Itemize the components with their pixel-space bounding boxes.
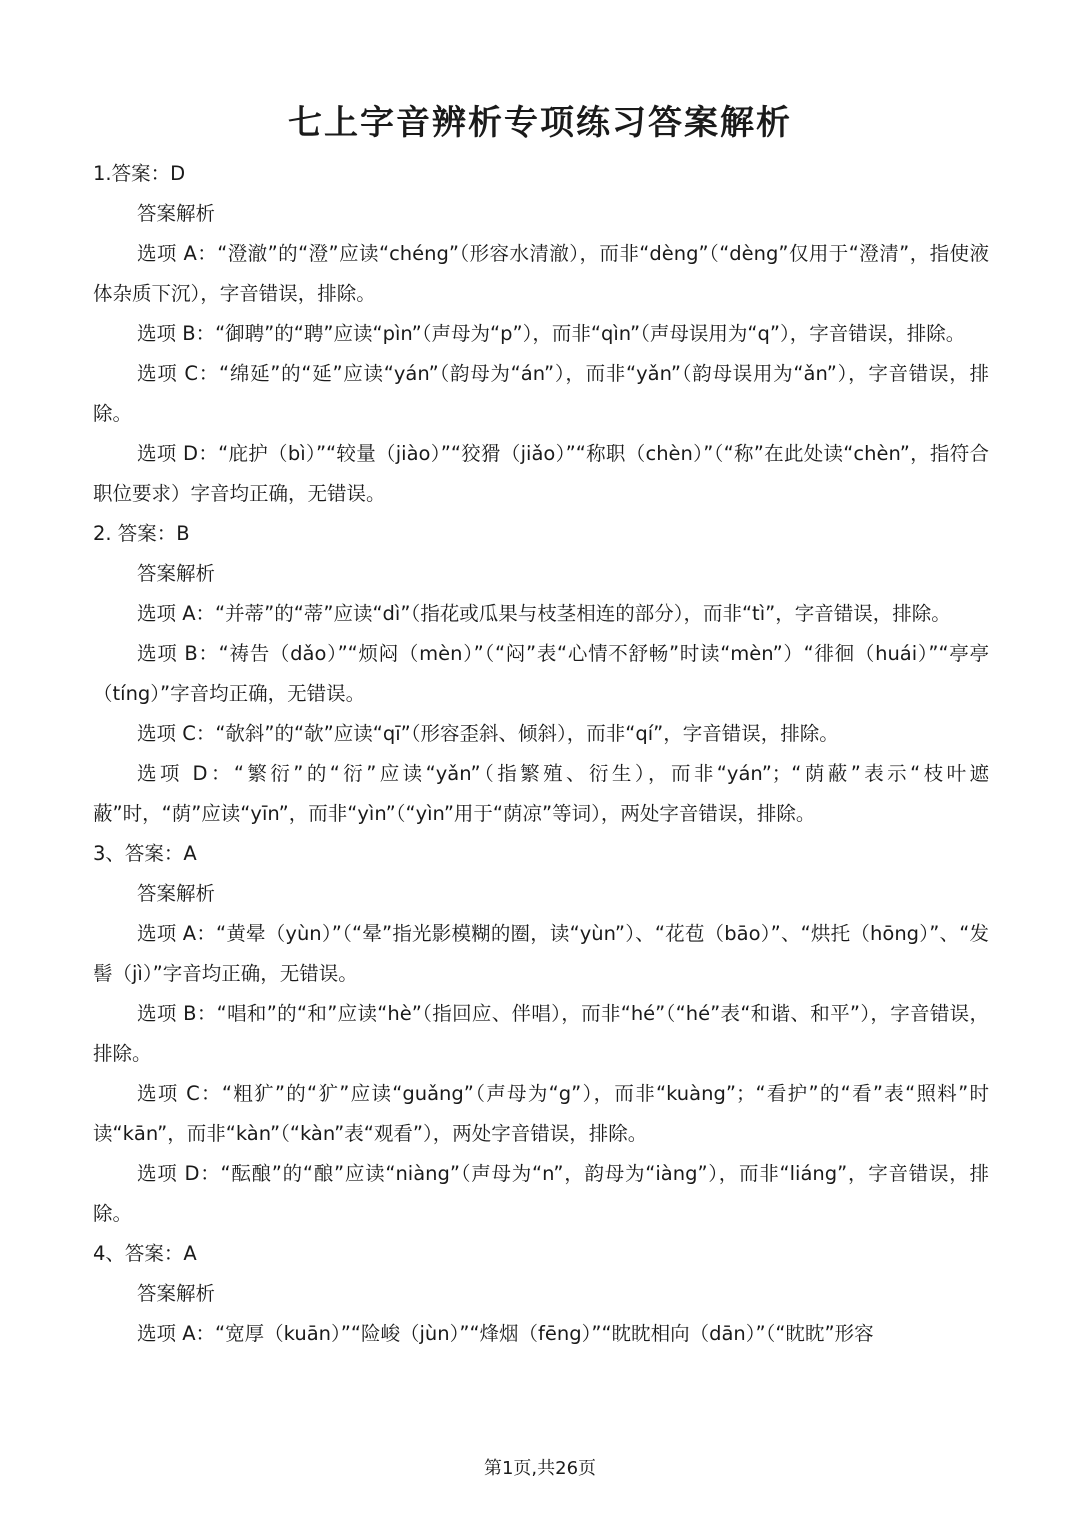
page-number: 第1页,共26页: [483, 1458, 597, 1479]
option-3c: 选项 C：“粗犷”的“犷”应读“guǎng”（声母为“g”），而非“kuàng”；“看护”的“看”表“照料”时读“kān”，而非“kàn”（“kàn”表“观看”），两处字音错误，排除。: [93, 1082, 989, 1145]
option-2d: 选项 D：“繁衍”的“衍”应读“yǎn”（指繁殖、衍生），而非“yán”；“荫蔽”表示“枝叶遮蔽”时，“荫”应读“yīn”，而非“yìn”（“yìn”用于“荫凉”等词），两处字音错误，排除。: [93, 762, 989, 825]
analysis-heading-4: 答案解析: [137, 1282, 216, 1305]
option-1d: 选项 D：“庇护（bì）”“较量（jiào）”“狡猾（jiǎo）”“称职（chèn）”（“称”在此处读“chèn”，指符合职位要求）字音均正确，无错误。: [93, 442, 989, 505]
option-2a: 选项 A：“并蒂”的“蒂”应读“dì”（指花或瓜果与枝茎相连的部分），而非“tì”，字音错误，排除。: [137, 602, 951, 625]
option-3a: 选项 A：“黄晕（yùn）”（“晕”指光影模糊的圈，读“yùn”）、“花苞（bāo）”、“烘托（hōng）”、“发髻（jì）”字音均正确，无错误。: [93, 922, 989, 985]
option-2c: 选项 C：“欹斜”的“欹”应读“qī”（形容歪斜、倾斜），而非“qí”，字音错误，排除。: [137, 722, 839, 745]
answer-line-4: 4、答案：A: [93, 1242, 197, 1265]
option-3b: 选项 B：“唱和”的“和”应读“hè”（指回应、伴唱），而非“hé”（“hé”表“和谐、和平”），字音错误，排除。: [93, 1002, 989, 1065]
page-title: 七上字音辨析专项练习答案解析: [288, 103, 792, 143]
answer-line-3: 3、答案：A: [93, 842, 197, 865]
answer-line-1: 1.答案：D: [93, 162, 186, 185]
option-2b: 选项 B：“祷告（dǎo）”“烦闷（mèn）”（“闷”表“心情不舒畅”时读“mèn”）“徘徊（huái）”“亭亭（tíng）”字音均正确，无错误。: [93, 642, 989, 705]
option-1c: 选项 C：“绵延”的“延”应读“yán”（韵母为“án”），而非“yǎn”（韵母误用为“ǎn”），字音错误，排除。: [93, 362, 989, 425]
option-1a: 选项 A：“澄澈”的“澄”应读“chéng”（形容水清澈），而非“dèng”（“dèng”仅用于“澄清”，指使液体杂质下沉），字音错误，排除。: [93, 242, 989, 305]
option-3d: 选项 D：“酝酿”的“酿”应读“niàng”（声母为“n”，韵母为“iàng”），而非“liáng”，字音错误，排除。: [93, 1162, 989, 1225]
analysis-heading-2: 答案解析: [137, 562, 216, 585]
option-4a: 选项 A：“宽厚（kuān）”“险峻（jùn）”“烽烟（fēng）”“眈眈相向（dān）”（“眈眈”形容: [137, 1322, 874, 1345]
answer-line-2: 2. 答案：B: [93, 522, 190, 545]
answer-content: [93, 154, 989, 1354]
analysis-heading-3: 答案解析: [137, 882, 216, 905]
option-1b: 选项 B：“御聘”的“聘”应读“pìn”（声母为“p”），而非“qìn”（声母误用为“q”），字音错误，排除。: [137, 322, 966, 345]
analysis-heading-1: 答案解析: [137, 202, 216, 225]
